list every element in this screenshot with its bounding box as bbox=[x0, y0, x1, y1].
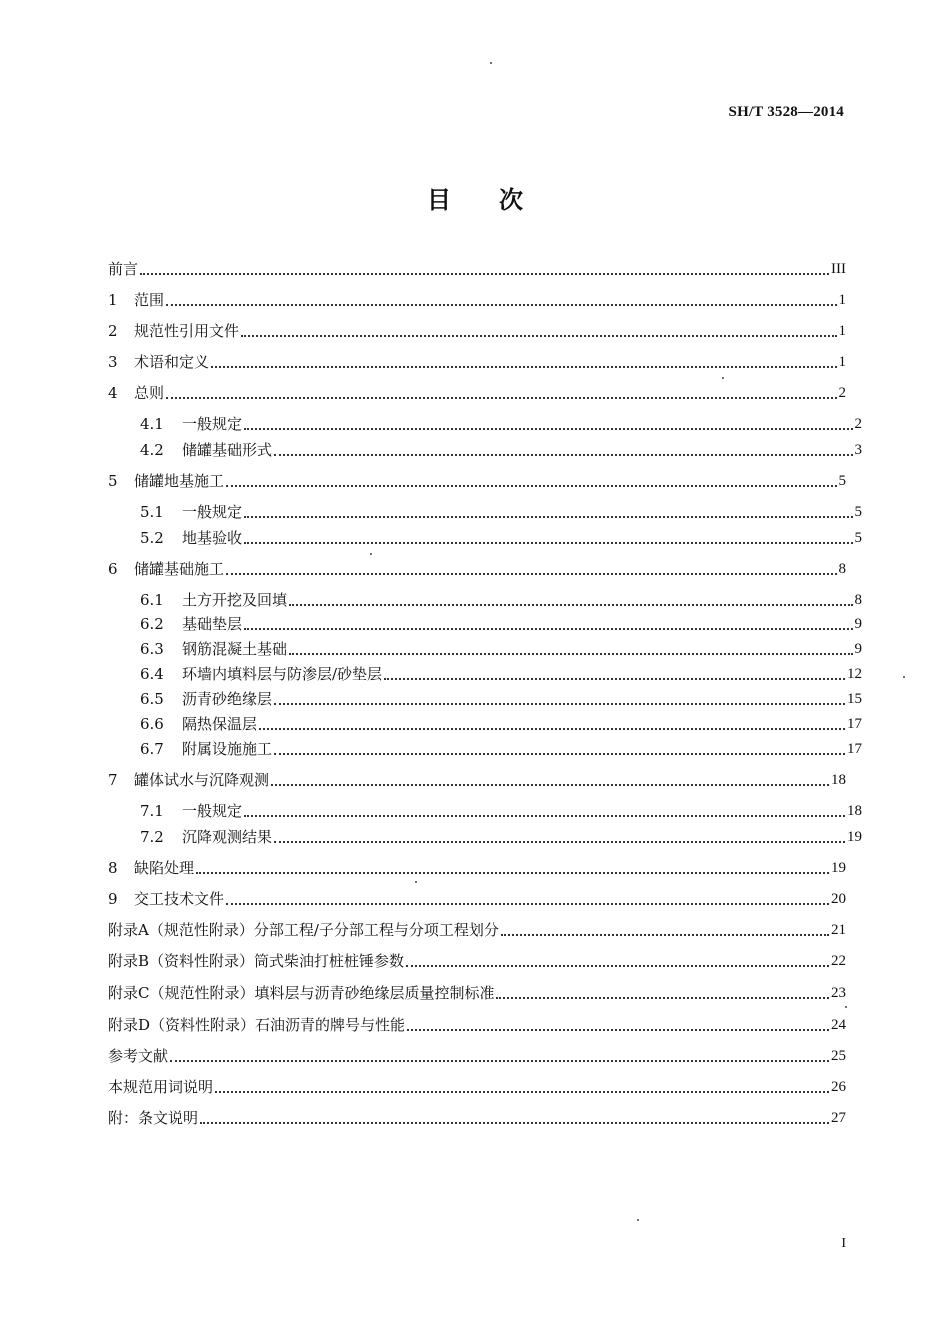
toc-page-number: 9 bbox=[854, 641, 862, 657]
toc-page-number: 18 bbox=[831, 772, 846, 788]
toc-page-number: 15 bbox=[847, 691, 862, 707]
toc-entry-number: 7.1 bbox=[140, 802, 164, 820]
toc-subentry[interactable] bbox=[124, 439, 862, 461]
toc-entry[interactable] bbox=[108, 919, 846, 941]
toc-leader-dots bbox=[274, 753, 845, 755]
toc-entry-title: 一般规定 bbox=[182, 503, 243, 521]
toc-entry-number: 4.1 bbox=[140, 415, 164, 433]
toc-entry-label bbox=[108, 769, 269, 791]
toc-entry-label bbox=[108, 1014, 405, 1036]
toc-subentry[interactable] bbox=[124, 663, 862, 685]
toc-leader-dots bbox=[289, 653, 852, 655]
toc-page-number: 12 bbox=[847, 666, 862, 682]
toc-entry-title: 前言 bbox=[108, 260, 139, 278]
toc-entry[interactable] bbox=[108, 1107, 846, 1129]
toc-entry-title: 一般规定 bbox=[182, 802, 243, 820]
toc-entry-label bbox=[108, 558, 224, 580]
toc-entry-title: 附录A（规范性附录）分部工程/子分部工程与分项工程划分 bbox=[108, 921, 499, 939]
toc-entry-number: 4 bbox=[108, 384, 118, 402]
toc-entry-title: 附录B（资料性附录）筒式柴油打桩桩锤参数 bbox=[108, 952, 405, 970]
toc-page-number: 26 bbox=[831, 1079, 846, 1095]
toc-entry-label bbox=[108, 950, 404, 972]
page-folio: I bbox=[841, 1236, 846, 1251]
toc-page-number: 23 bbox=[831, 985, 846, 1001]
toc-entry-label bbox=[108, 1045, 168, 1067]
toc-entry-title: 范围 bbox=[134, 291, 165, 309]
standard-code: SH/T 3528—2014 bbox=[728, 104, 844, 120]
toc-leader-dots bbox=[259, 728, 845, 730]
scan-speck bbox=[637, 1219, 639, 1221]
toc-entry-label bbox=[140, 413, 242, 435]
toc-subentry[interactable] bbox=[124, 800, 862, 822]
toc-entry-title: 附录C（规范性附录）填料层与沥青砂绝缘层质量控制标准 bbox=[108, 984, 495, 1002]
toc-leader-dots bbox=[244, 815, 845, 817]
toc-leader-dots bbox=[384, 678, 845, 680]
toc-entry[interactable] bbox=[108, 888, 846, 910]
toc-subentry[interactable] bbox=[124, 589, 862, 611]
page-title-char-1: 目 bbox=[427, 186, 451, 214]
toc-entry-title: 储罐基础施工 bbox=[134, 560, 225, 578]
toc-page-number: 24 bbox=[831, 1017, 846, 1033]
toc-entry[interactable] bbox=[108, 1076, 846, 1098]
toc-leader-dots bbox=[226, 903, 829, 905]
toc-entry-label bbox=[108, 888, 224, 910]
toc-leader-dots bbox=[274, 841, 845, 843]
toc-page-number: 18 bbox=[847, 803, 862, 819]
toc-leader-dots bbox=[406, 965, 829, 967]
toc-page-number: 8 bbox=[854, 592, 862, 608]
toc-leader-dots bbox=[196, 872, 829, 874]
toc-entry-label bbox=[108, 470, 224, 492]
toc-leader-dots bbox=[244, 628, 852, 630]
toc-subentry[interactable] bbox=[124, 688, 862, 710]
toc-page-number: 17 bbox=[847, 741, 862, 757]
toc-page-number: 27 bbox=[831, 1110, 846, 1126]
scan-speck bbox=[903, 676, 905, 678]
toc-leader-dots bbox=[140, 273, 829, 275]
toc-entry-number: 5.2 bbox=[140, 529, 164, 547]
toc-entry-number: 6.2 bbox=[140, 615, 164, 633]
toc-entry-label bbox=[140, 589, 287, 611]
toc-entry-title: 附录D（资料性附录）石油沥青的牌号与性能 bbox=[108, 1016, 406, 1034]
toc-entry[interactable] bbox=[108, 558, 846, 580]
toc-entry-title: 罐体试水与沉降观测 bbox=[134, 771, 270, 789]
toc-entry[interactable] bbox=[108, 769, 846, 791]
toc-entry-label bbox=[140, 688, 272, 710]
toc-page-number: 3 bbox=[854, 442, 862, 458]
toc-leader-dots bbox=[271, 784, 829, 786]
toc-entry[interactable] bbox=[108, 351, 846, 373]
toc-entry-label bbox=[108, 919, 499, 941]
toc-subentry[interactable] bbox=[124, 527, 862, 549]
page-title-char-2: 次 bbox=[499, 186, 523, 214]
toc-entry-title: 环墙内填料层与防渗层/砂垫层 bbox=[182, 665, 383, 683]
scan-speck bbox=[845, 1006, 847, 1008]
page-title bbox=[0, 180, 950, 215]
toc-leader-dots bbox=[226, 573, 836, 575]
toc-leader-dots bbox=[241, 335, 836, 337]
toc-entry-number: 7.2 bbox=[140, 828, 164, 846]
toc-page-number: 1 bbox=[838, 323, 846, 339]
toc-page-number: 2 bbox=[854, 416, 862, 432]
scan-speck bbox=[722, 377, 724, 379]
toc-entry[interactable] bbox=[108, 1014, 846, 1036]
toc-page-number: 5 bbox=[838, 473, 846, 489]
toc-page-number: 20 bbox=[831, 891, 846, 907]
toc-subentry[interactable] bbox=[124, 638, 862, 660]
toc-entry-number: 5.1 bbox=[140, 503, 164, 521]
toc-entry-number: 2 bbox=[108, 322, 118, 340]
toc-entry-number: 6.6 bbox=[140, 715, 164, 733]
toc-entry[interactable] bbox=[108, 982, 846, 1004]
toc-entry-label bbox=[108, 1076, 213, 1098]
toc-entry-label bbox=[140, 738, 272, 760]
toc-entry-label bbox=[140, 638, 287, 660]
toc-entry-title: 术语和定义 bbox=[134, 353, 210, 371]
toc-leader-dots bbox=[244, 542, 852, 544]
toc-subentry[interactable] bbox=[124, 738, 862, 760]
toc-entry-label bbox=[108, 982, 494, 1004]
toc-page-number: 2 bbox=[838, 385, 846, 401]
toc-entry-number: 3 bbox=[108, 353, 118, 371]
toc-entry-title: 储罐地基施工 bbox=[134, 472, 225, 490]
toc-page-number: 9 bbox=[854, 616, 862, 632]
toc-entry[interactable] bbox=[108, 289, 846, 311]
toc-entry[interactable] bbox=[108, 258, 846, 280]
toc-entry-title: 隔热保温层 bbox=[182, 715, 258, 733]
toc-entry-label bbox=[108, 289, 164, 311]
scan-speck bbox=[415, 881, 417, 883]
scan-speck bbox=[370, 553, 372, 555]
toc-entry-title: 钢筋混凝土基础 bbox=[182, 640, 288, 658]
toc-page-number: 22 bbox=[831, 953, 846, 969]
toc-entry-title: 缺陷处理 bbox=[134, 859, 195, 877]
toc-entry-number: 8 bbox=[108, 859, 118, 877]
toc-leader-dots bbox=[244, 428, 852, 430]
toc-page-number: 17 bbox=[847, 716, 862, 732]
toc-entry-label bbox=[108, 382, 164, 404]
toc-page-number: 1 bbox=[838, 354, 846, 370]
toc-entry-number: 6.3 bbox=[140, 640, 164, 658]
toc-entry-number: 6.1 bbox=[140, 591, 164, 609]
toc-subentry[interactable] bbox=[124, 826, 862, 848]
toc-page-number: 25 bbox=[831, 1048, 846, 1064]
toc-entry-number: 6.4 bbox=[140, 665, 164, 683]
toc-entry-label bbox=[108, 320, 239, 342]
toc-page-number: 5 bbox=[854, 504, 862, 520]
toc-leader-dots bbox=[211, 366, 836, 368]
toc-subentry[interactable] bbox=[124, 713, 862, 735]
toc-entry-title: 土方开挖及回填 bbox=[182, 591, 288, 609]
toc-entry-title: 基础垫层 bbox=[182, 615, 243, 633]
toc-entry-title: 地基验收 bbox=[182, 529, 243, 547]
toc-entry-title: 附：条文说明 bbox=[108, 1109, 199, 1127]
toc-entry-title: 本规范用词说明 bbox=[108, 1078, 214, 1096]
toc-leader-dots bbox=[274, 703, 845, 705]
toc-subentry[interactable] bbox=[124, 613, 862, 635]
toc-leader-dots bbox=[166, 304, 836, 306]
toc-entry-number: 5 bbox=[108, 472, 118, 490]
toc-entry-label bbox=[140, 826, 272, 848]
toc-entry-label bbox=[140, 439, 272, 461]
toc-entry-label bbox=[140, 501, 242, 523]
toc-entry[interactable] bbox=[108, 320, 846, 342]
toc-entry-title: 交工技术文件 bbox=[134, 890, 225, 908]
toc-entry-number: 7 bbox=[108, 771, 118, 789]
toc-leader-dots bbox=[166, 397, 836, 399]
toc-leader-dots bbox=[200, 1122, 829, 1124]
toc-entry-title: 附属设施施工 bbox=[182, 740, 273, 758]
toc-entry[interactable] bbox=[108, 857, 846, 879]
toc-entry-number: 6.7 bbox=[140, 740, 164, 758]
toc-leader-dots bbox=[215, 1091, 829, 1093]
toc-entry-label bbox=[108, 857, 194, 879]
toc-entry-label bbox=[140, 663, 382, 685]
toc-subentry[interactable] bbox=[124, 501, 862, 523]
toc-entry-number: 6 bbox=[108, 560, 118, 578]
toc-page-number: III bbox=[831, 261, 846, 277]
toc-entry[interactable] bbox=[108, 1045, 846, 1067]
toc-entry-title: 规范性引用文件 bbox=[134, 322, 240, 340]
toc-entry-title: 沉降观测结果 bbox=[182, 828, 273, 846]
toc-entry-label bbox=[140, 713, 257, 735]
toc-page-number: 1 bbox=[838, 292, 846, 308]
toc-leader-dots bbox=[501, 934, 829, 936]
toc-page-number: 5 bbox=[854, 530, 862, 546]
toc-entry[interactable] bbox=[108, 950, 846, 972]
toc-entry-label bbox=[108, 258, 138, 280]
toc-entry-title: 储罐基础形式 bbox=[182, 441, 273, 459]
toc-leader-dots bbox=[170, 1060, 829, 1062]
toc-entry-label bbox=[140, 613, 242, 635]
toc-entry-title: 沥青砂绝缘层 bbox=[182, 690, 273, 708]
toc-entry-label bbox=[140, 527, 242, 549]
toc-leader-dots bbox=[274, 454, 852, 456]
toc-entry[interactable] bbox=[108, 470, 846, 492]
toc-entry-title: 总则 bbox=[134, 384, 165, 402]
toc-entry-number: 4.2 bbox=[140, 441, 164, 459]
toc-entry-label bbox=[108, 351, 209, 373]
toc-entry-label bbox=[140, 800, 242, 822]
toc-subentry[interactable] bbox=[124, 413, 862, 435]
toc-page-number: 19 bbox=[847, 829, 862, 845]
toc-entry-title: 参考文献 bbox=[108, 1047, 169, 1065]
toc-entry[interactable] bbox=[108, 382, 846, 404]
toc-leader-dots bbox=[496, 997, 829, 999]
toc-leader-dots bbox=[289, 604, 852, 606]
toc-leader-dots bbox=[226, 485, 836, 487]
toc-entry-number: 6.5 bbox=[140, 690, 164, 708]
scan-speck bbox=[490, 62, 492, 64]
toc-leader-dots bbox=[244, 516, 852, 518]
toc-page-number: 8 bbox=[838, 561, 846, 577]
toc-page-number: 19 bbox=[831, 860, 846, 876]
toc-leader-dots bbox=[407, 1029, 829, 1031]
toc-entry-label bbox=[108, 1107, 198, 1129]
toc-entry-title: 一般规定 bbox=[182, 415, 243, 433]
toc-page-number: 21 bbox=[831, 922, 846, 938]
toc-entry-number: 1 bbox=[108, 291, 118, 309]
toc-entry-number: 9 bbox=[108, 890, 118, 908]
